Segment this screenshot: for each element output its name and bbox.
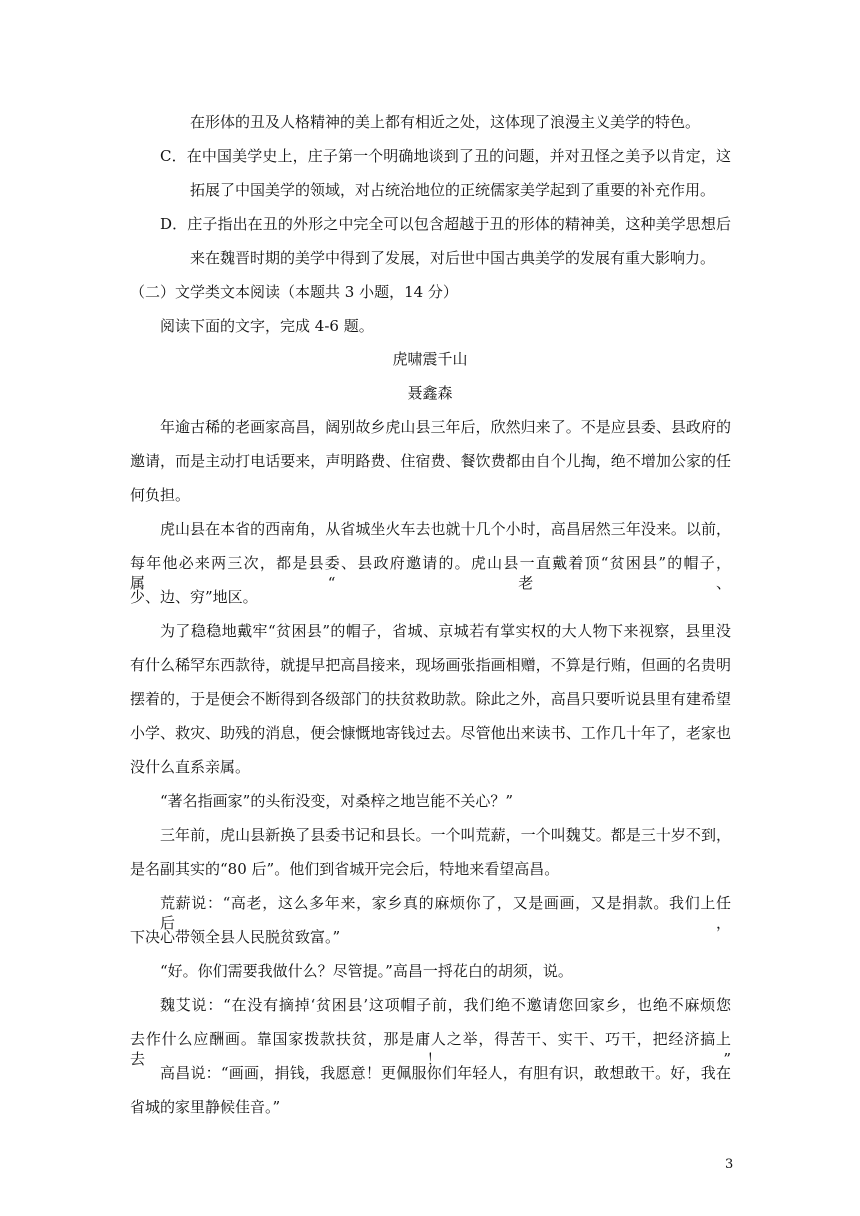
paragraph-1-line-1: 年逾古稀的老画家高昌，阔别故乡虎山县三年后，欣然归来了。不是应县委、县政府的 [160,418,731,436]
reading-instruction: 阅读下面的文字，完成 4-6 题。 [160,317,374,335]
option-b-continuation: 在形体的丑及人格精神的美上都有相近之处，这体现了浪漫主义美学的特色。 [190,113,701,131]
paragraph-3-line-5: 没什么直系亲属。 [130,758,251,776]
story-title: 虎啸震千山 [392,350,468,368]
paragraph-3-line-2: 有什么稀罕东西款待，就提早把高昌接来，现场画张指画相赠，不算是行贿，但画的名贵明 [130,656,731,674]
paragraph-1-line-2: 邀请，而是主动打电话要来，声明路费、住宿费、餐饮费都由自个儿掏，绝不增加公家的任 [130,452,731,470]
paragraph-2-line-3: 少、边、穷”地区。 [130,588,258,606]
paragraph-7-line-1: “好。你们需要我做什么？尽管提。”高昌一捋花白的胡须，说。 [160,962,573,980]
paragraph-6-line-1: 荒薪说：“高老，这么多年来，家乡真的麻烦你了，又是画画，又是捐款。我们上任后， [160,894,731,932]
option-d-line-1: D．庄子指出在丑的外形之中完全可以包含超越于丑的形体的精神美，这种美学思想后 [160,215,731,233]
paragraph-5-line-1: 三年前，虎山县新换了县委书记和县长。一个叫荒薪，一个叫魏艾。都是三十岁不到， [160,826,731,844]
paragraph-2-line-1: 虎山县在本省的西南角，从省城坐火车去也就十几个小时，高昌居然三年没来。以前， [160,520,731,538]
paragraph-4-line-1: “著名指画家”的头衔没变，对桑梓之地岂能不关心？” [160,792,514,810]
option-c-line-2: 拓展了中国美学的领域，对占统治地位的正统儒家美学起到了重要的补充作用。 [190,181,716,199]
paragraph-9-line-1: 高昌说：“画画，捐钱，我愿意！更佩服你们年轻人，有胆有识，敢想敢干。好，我在 [160,1064,731,1082]
paragraph-2-line-2: 每年他必来两三次，都是县委、县政府邀请的。虎山县一直戴着顶“贫困县”的帽子，属“老、 [130,554,731,592]
section-heading: （二）文学类文本阅读（本题共 3 小题，14 分） [130,283,458,301]
paragraph-8-line-1: 魏艾说：“在没有摘掉‘贫困县’这项帽子前，我们绝不邀请您回家乡，也绝不麻烦您 [160,996,731,1014]
paragraph-5-line-2: 是名副其实的“80 后”。他们到省城开完会后，特地来看望高昌。 [130,860,560,878]
paragraph-8-line-2: 去作什么应酬画。靠国家拨款扶贫，那是庸人之举，得苦干、实干、巧干，把经济搞上去！” [130,1030,731,1068]
paragraph-1-line-3: 何负担。 [130,486,191,504]
paragraph-3-line-4: 小学、救灾、助残的消息，便会慷慨地寄钱过去。尽管他出来读书、工作几十年了，老家也 [130,724,731,742]
page-number: 3 [725,1157,734,1172]
story-author: 聂鑫森 [407,384,453,402]
paragraph-9-line-2: 省城的家里静候佳音。” [130,1098,281,1116]
option-c-line-1: C．在中国美学史上，庄子第一个明确地谈到了丑的问题，并对丑怪之美予以肯定，这 [160,147,731,165]
option-d-line-2: 来在魏晋时期的美学中得到了发展，对后世中国古典美学的发展有重大影响力。 [190,249,716,267]
paragraph-3-line-1: 为了稳稳地戴牢“贫困县”的帽子，省城、京城若有掌实权的大人物下来视察，县里没 [160,622,731,640]
paragraph-6-line-2: 下决心带领全县人民脱贫致富。” [130,928,341,946]
paragraph-3-line-3: 摆着的，于是便会不断得到各级部门的扶贫救助款。除此之外，高昌只要听说县里有建希望 [130,690,731,708]
